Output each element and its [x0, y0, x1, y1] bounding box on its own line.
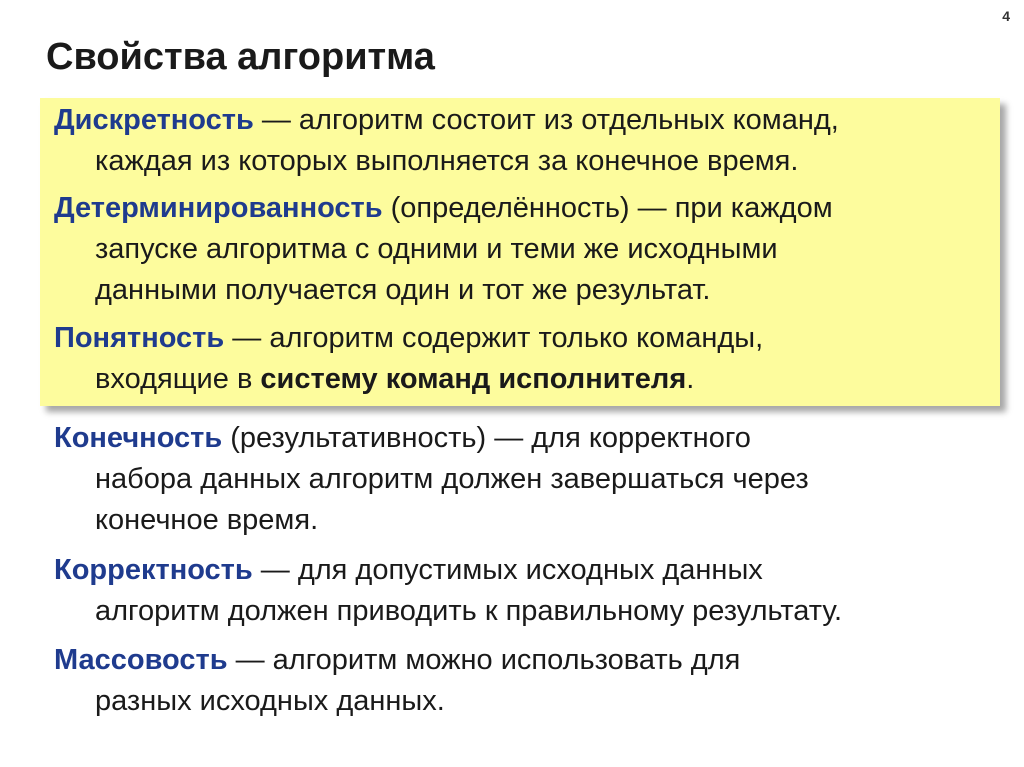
property-discreteness	[54, 100, 839, 182]
property-text: входящие в	[95, 363, 261, 395]
property-text: .	[686, 363, 695, 395]
property-text: (результативность) — для корректного	[222, 422, 751, 454]
property-emphasis: систему команд исполнителя	[260, 363, 687, 395]
property-line	[54, 550, 842, 591]
property-correctness	[54, 550, 842, 632]
property-line	[54, 640, 740, 681]
property-finiteness	[54, 418, 809, 541]
property-text: (определённость) — при каждом	[382, 192, 833, 224]
property-line	[54, 318, 763, 359]
property-clarity	[54, 318, 763, 400]
slide-title: Свойства алгоритма	[46, 36, 435, 78]
property-term: Дискретность	[54, 104, 254, 136]
property-term: Детерминированность	[54, 192, 383, 224]
property-mass-applicability	[54, 640, 740, 722]
property-text: запуске алгоритма с одними и теми же исходными	[95, 233, 778, 265]
property-determinism	[54, 188, 833, 311]
property-text: разных исходных данных.	[95, 685, 445, 717]
property-text: набора данных алгоритм должен завершаться через	[95, 463, 809, 495]
property-line	[54, 100, 839, 141]
property-text: алгоритм должен приводить к правильному результату.	[95, 595, 843, 627]
property-text: каждая из которых выполняется за конечное время.	[95, 145, 799, 177]
property-text: — алгоритм содержит только команды,	[224, 322, 764, 354]
property-text: конечное время.	[95, 504, 319, 536]
property-term: Корректность	[54, 554, 253, 586]
property-text: — алгоритм можно использовать для	[227, 644, 741, 676]
property-text: — алгоритм состоит из отдельных команд,	[253, 104, 839, 136]
property-text: данными получается один и тот же результат.	[95, 274, 711, 306]
property-term: Конечность	[54, 422, 223, 454]
property-line	[54, 418, 809, 459]
property-line	[54, 188, 833, 229]
property-term: Понятность	[54, 322, 225, 354]
property-line	[54, 359, 763, 400]
property-term: Массовость	[54, 644, 228, 676]
property-text: — для допустимых исходных данных	[252, 554, 763, 586]
page-number: 4	[1002, 8, 1010, 24]
